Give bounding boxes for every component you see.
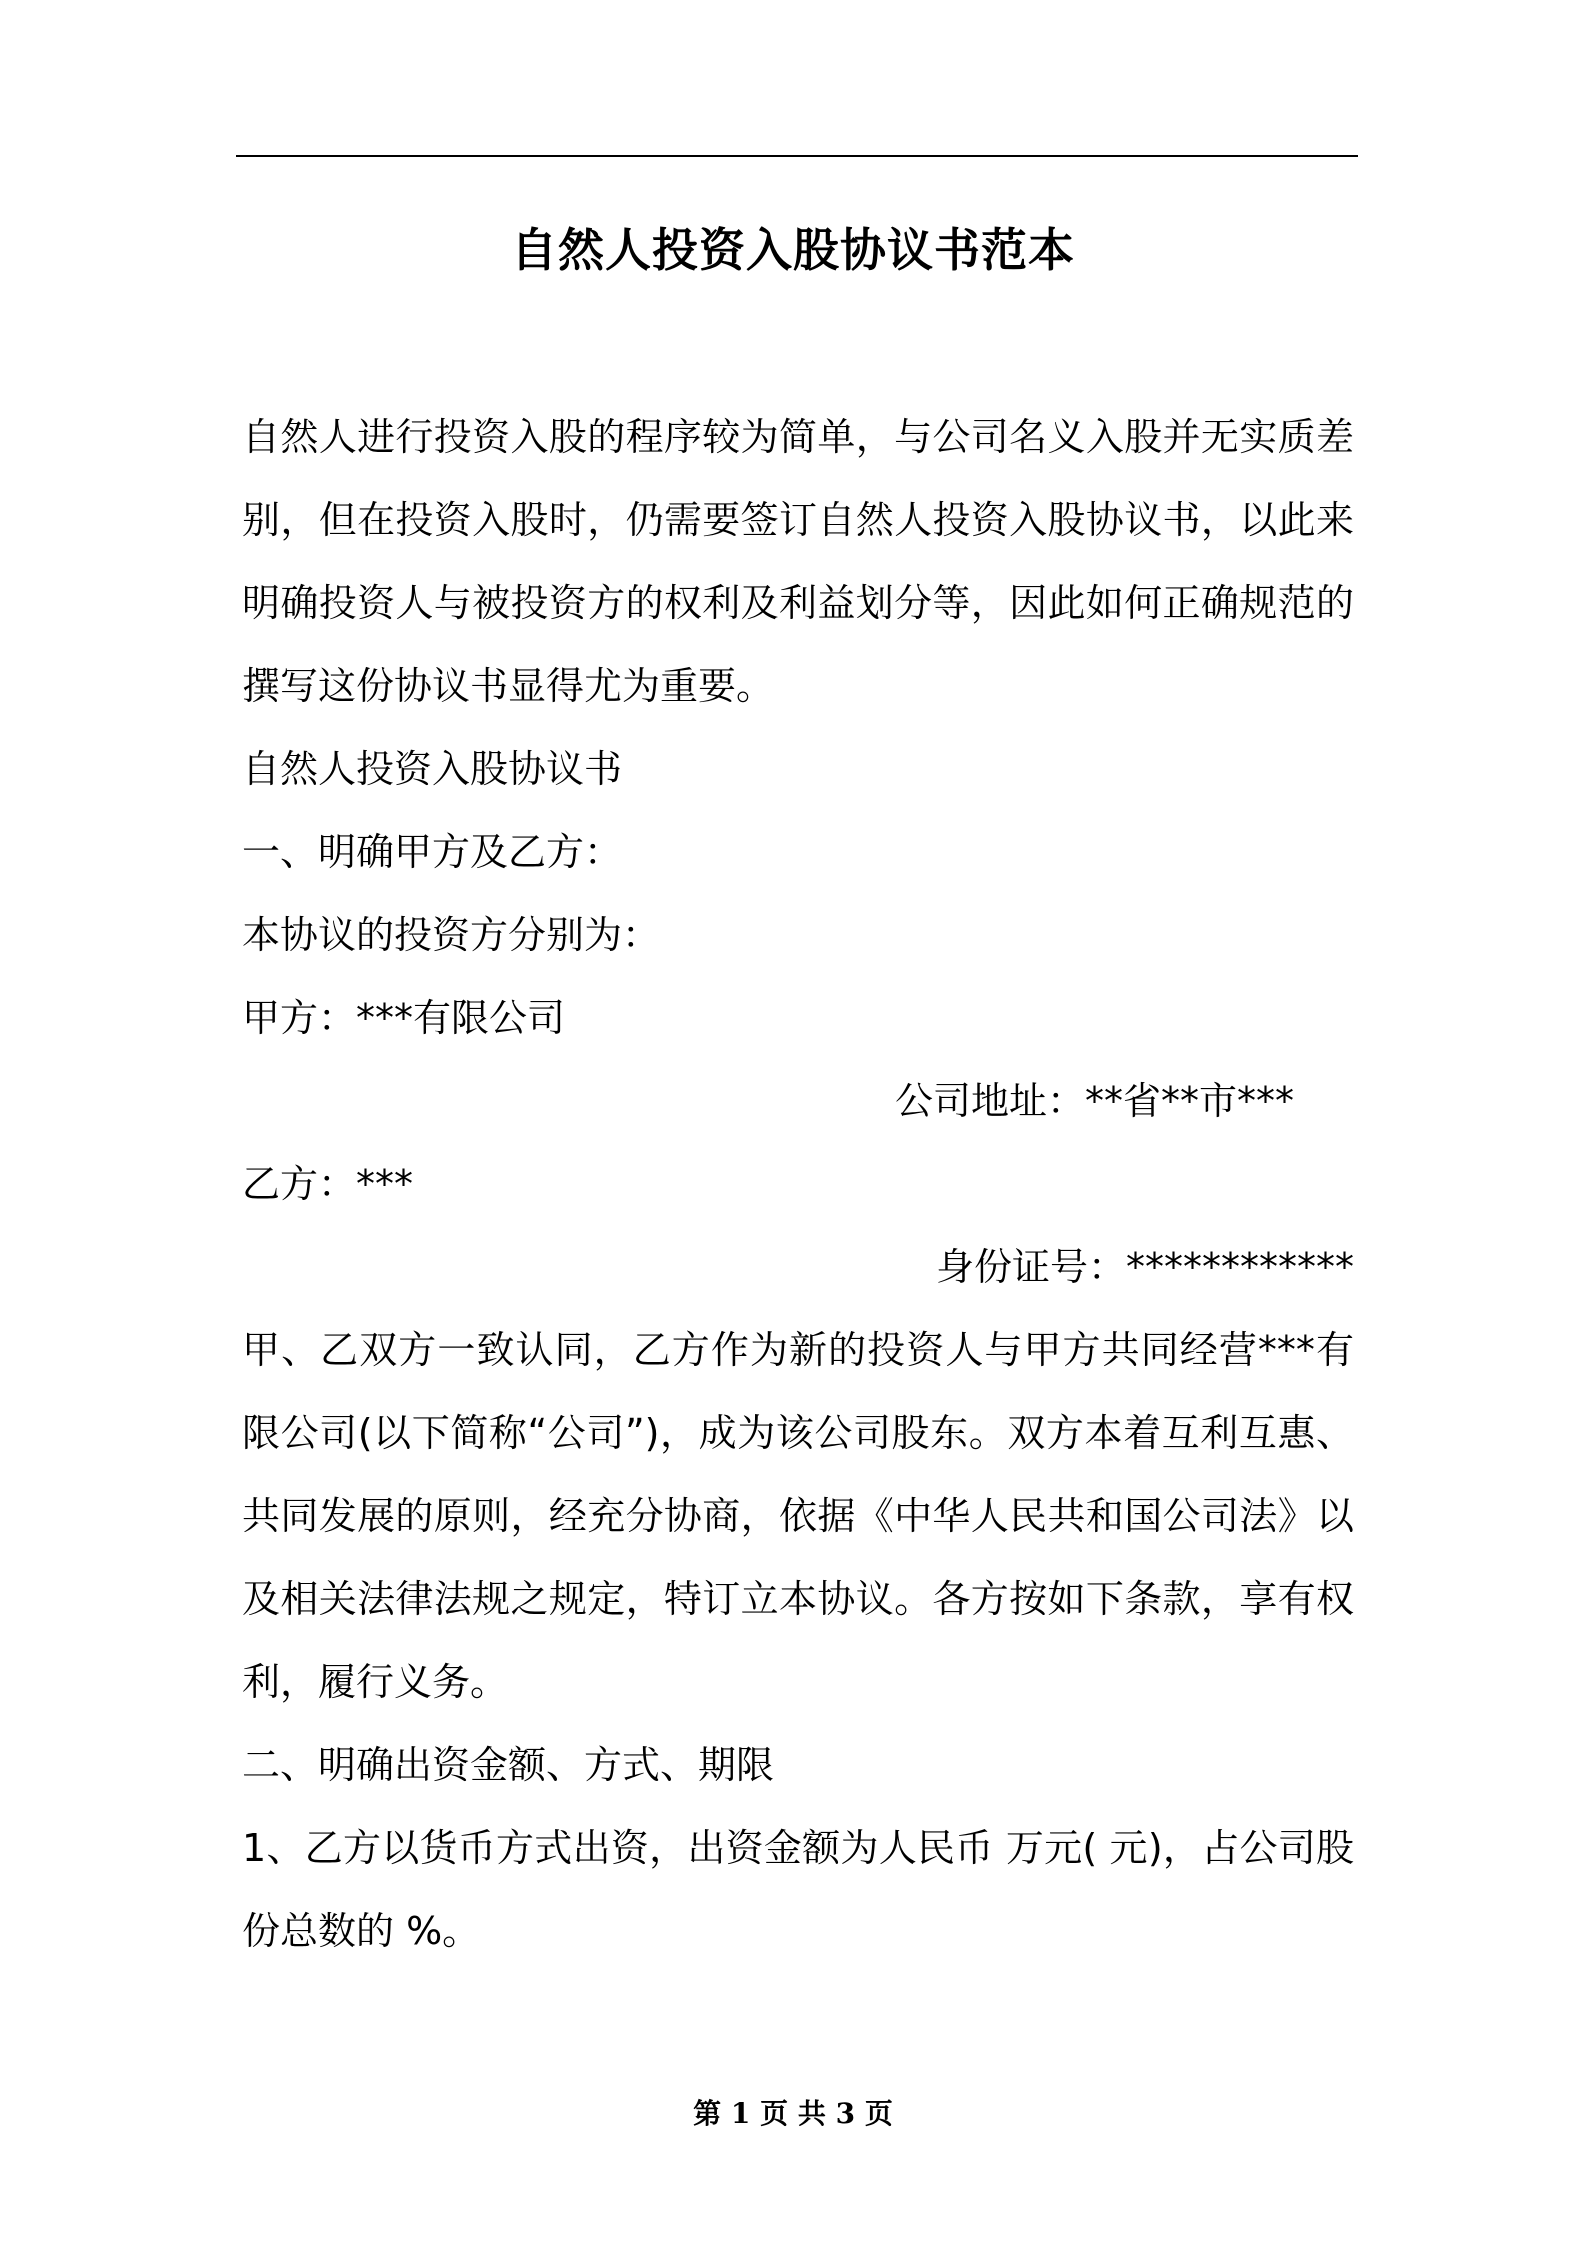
party-b-line: 乙方：*** <box>242 1162 414 1206</box>
agreement-body-paragraph: 甲、乙双方一致认同，乙方作为新的投资人与甲方共同经营***有限公司(以下简称“公司”)，成为该公司股东。双方本着互利互惠、共同发展的原则，经充分协商，依据《中华人民共和国公司法》以及相关法律法规之规定，特订立本协议。各方按如下条款，享有权利，履行义务。 <box>242 1328 1354 1704</box>
party-a-line: 甲方：***有限公司 <box>242 996 566 1040</box>
intro-paragraph: 自然人进行投资入股的程序较为简单，与公司名义入股并无实质差别，但在投资入股时，仍需要签订自然人投资入股协议书，以此来明确投资人与被投资方的权利及利益划分等，因此如何正确规范的撰写这份协议书显得尤为重要。 <box>242 415 1354 708</box>
investors-label: 本协议的投资方分别为： <box>242 913 661 957</box>
clause-2-1: 1、乙方以货币方式出资，出资金额为人民币 万元( 元)，占公司股份总数的 %。 <box>242 1826 1354 1953</box>
agreement-heading: 自然人投资入股协议书 <box>242 747 623 791</box>
party-b-id-line: 身份证号：************ <box>935 1245 1354 1289</box>
section-1-heading: 一、明确甲方及乙方： <box>242 830 623 874</box>
page-indicator: 第 1 页 共 3 页 <box>693 2097 893 2130</box>
document-title: 自然人投资入股协议书范本 <box>511 223 1075 277</box>
header-rule <box>236 155 1358 157</box>
section-2-heading: 二、明确出资金额、方式、期限 <box>242 1743 775 1787</box>
document-body <box>242 396 1354 1973</box>
party-a-address-line: 公司地址：**省**市*** <box>894 1079 1294 1123</box>
